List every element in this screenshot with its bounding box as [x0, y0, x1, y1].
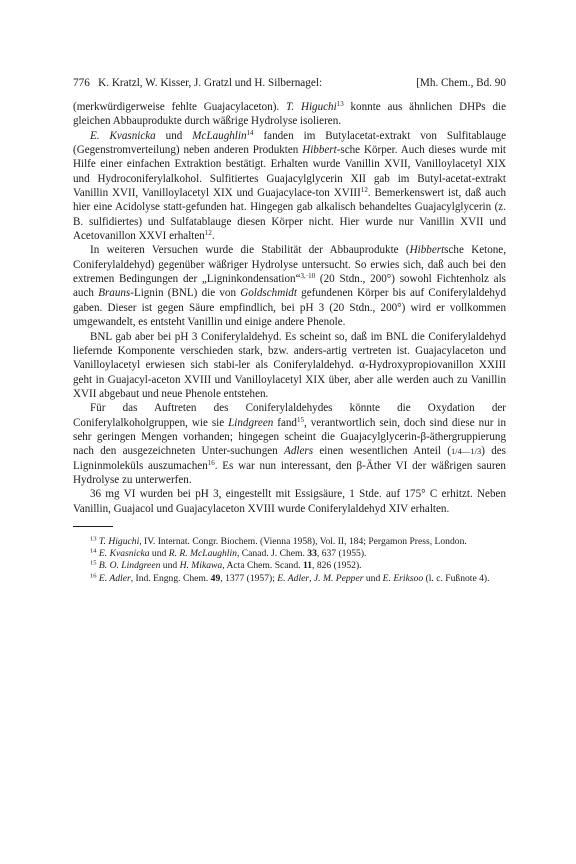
- text-run: -Lignin (BNL) die von: [130, 287, 241, 300]
- header-left: [73, 76, 322, 90]
- text-run: E. Adler: [98, 572, 131, 584]
- text-run: -sche Körper. Auch dieses wurde mit Hilfe einer einfachen Extraktion bestätigt. Erhalten wurde Vanillin XVII, Vanilloylacetyl XIX und Hydroconiferylalkohol. Sulfitiertes Guajacylglycerin XII gab im Butyl-acetat-extrakt Vanillin XVII, Vanilloylacetyl XIX und Guajacylace-ton XVIII: [73, 144, 506, 200]
- text-run: Hibbert: [302, 144, 337, 157]
- text-run: und: [363, 572, 383, 584]
- text-run: 1/4—1/3: [450, 446, 482, 457]
- text-run: ,: [309, 572, 314, 584]
- text-run: B. O. Lindgreen: [98, 560, 161, 572]
- footnote: [73, 548, 506, 560]
- body-paragraph: [73, 129, 506, 244]
- footnote-ref: 12: [360, 186, 368, 195]
- text-run: Brauns: [98, 287, 131, 300]
- text-run: BNL gab aber bei pH 3 Coniferylaldehyd. Es scheint so, daß im BNL die Coniferylaldehyd liefernde Komponente verschieden stark, bzw. anders-artig vertreten ist. Guajacylaceton und Vanilloylacetyl erwiesen sich stabi-ler als Coniferylaldehyd. α-Hydroxypropiovanillon XXIII geht in Guajacyl-aceton XVIII und Vanilloylacetyl XIX über, aber alle werden auch zu Vanillin XVII abgebaut und neue Phenole entstehen.: [73, 330, 506, 400]
- footnote-ref: 13: [90, 535, 97, 543]
- footnote-ref: 14: [90, 547, 97, 555]
- footnote-ref: 12: [204, 229, 212, 238]
- text-run: , Ind. Engng. Chem.: [130, 572, 211, 584]
- footnote: [73, 573, 506, 585]
- text-run: . Es war nun interessant, den β-Äther VI der wäßrigen sauren Hydrolyse zu unterwerfen.: [73, 459, 506, 486]
- footnote-ref: 15: [296, 415, 304, 424]
- text-run: (l. c. Fußnote 4).: [423, 572, 490, 584]
- body-paragraph: [73, 100, 506, 129]
- text-run: 36 mg VI wurden bei pH 3, eingestellt mit Essigsäure, 1 Stde. auf 175° C erhitzt. Neben Vanillin, Guajacol und Guajacylaceton XVIII wurde Coniferylaldehyd XIV erhalten.: [73, 488, 506, 515]
- footnote-ref: 13: [336, 100, 344, 108]
- text-run: 49: [210, 572, 221, 584]
- text-run: (20 Stdn., 200°) sowohl Fichtenholz als auch: [73, 273, 506, 300]
- text-run: und: [149, 548, 169, 560]
- text-run: J. M. Pepper: [313, 572, 364, 584]
- footnote-ref: 3,·10: [300, 272, 316, 281]
- running-header: [73, 76, 506, 90]
- text-run: fanden im Butylacetat-extrakt von Sulfitablauge (Gegenstromverteilung) neben anderen Produkten: [73, 129, 506, 157]
- text-run: E. Adler: [277, 572, 310, 584]
- text-run: E. Kvasnicka: [90, 129, 156, 142]
- text-run: , 826 (1952).: [312, 560, 362, 572]
- footnote: [73, 536, 506, 548]
- text-run: .: [211, 230, 215, 243]
- footnote-ref: 15: [90, 559, 97, 567]
- text-run: und: [155, 129, 193, 142]
- footnotes: [73, 536, 506, 585]
- text-run: konnte aus ähnlichen DHPs die gleichen Abbauprodukte durch wäßrige Hydrolyse isolieren.: [73, 101, 506, 128]
- body-paragraph: [73, 330, 506, 402]
- text-run: gefundenen Körper bis auf Coniferylaldehyd gaben. Dieser ist gegen Säure empfindlich, bei pH 3 (20 Stdn., 200°) wird er vollkommen umgewandelt, es entsteht Vanillin und einige andere Phenole.: [73, 287, 507, 329]
- text-run: , Canad. J. Chem.: [236, 548, 308, 560]
- text-run: In weiteren Versuchen wurde die Stabilität der Abbauprodukte (: [90, 244, 410, 257]
- text-run: , IV. Internat. Congr. Biochem. (Vienna 1958), Vol. II, 184; Pergamon Press, London.: [139, 535, 467, 547]
- text-run: T. Higuchi: [286, 101, 337, 113]
- text-run: Für das Auftreten des Coniferylaldehydes könnte die Oxydation der Coniferylalkoholgruppen, wie sie: [73, 402, 506, 429]
- footnote: [73, 560, 506, 572]
- text-run: 11: [302, 560, 313, 572]
- page-number: 776: [73, 77, 90, 89]
- text-run: , Acta Chem. Scand.: [222, 560, 303, 572]
- text-run: E. Kvasnicka: [98, 548, 150, 560]
- body-text: [73, 100, 506, 516]
- text-run: . Bemerkenswert ist, daß auch hier eine Acidolyse statt-gefunden hat. Hingegen gab alkalisch behandeltes Guajacylglycerin (z. B. sulfidiertes) und Sulfatablauge diesen Körper nicht. Hier wurde nur Vanillin XVII und Acetovanillon XXVI erhalten: [73, 187, 507, 243]
- text-run: , 637 (1955).: [316, 548, 367, 560]
- text-run: , 1377 (1957);: [220, 572, 278, 584]
- header-authors: K. Kratzl, W. Kisser, J. Gratzl und H. Silbernagel:: [98, 77, 323, 89]
- text-run: ) des Ligninmoleküls auszumachen: [73, 445, 507, 472]
- text-run: sche Ketone, Coniferylaldehyd) gegenüber wäßriger Hydrolyse untersucht. So erwies sich, daß auch bei den extremen Bedingungen der „Ligninkondensation“: [73, 244, 507, 286]
- text-run: H. Mikawa: [179, 560, 223, 572]
- text-run: , verantwortlich sein, doch sind diese nur in sehr geringen Mengen vorhanden; hingegen scheint die Guajacylglycerin-β-äthergruppierung nach den ausgezeichneten Unter-suchungen: [73, 416, 506, 458]
- text-run: 33: [307, 548, 317, 560]
- text-run: Lindgreen: [228, 416, 274, 429]
- footnote-ref: 16: [90, 572, 97, 580]
- text-run: fand: [273, 416, 297, 429]
- body-paragraph: [73, 487, 506, 516]
- text-run: R. R. McLaughlin: [168, 548, 237, 560]
- text-run: T. Higuchi: [98, 535, 140, 547]
- body-paragraph: [73, 243, 506, 329]
- footnote-ref: 14: [246, 128, 254, 137]
- text-run: Goldschmidt: [240, 287, 297, 300]
- text-run: McLaughlin: [192, 129, 247, 142]
- text-run: Adlers: [284, 445, 314, 458]
- header-journal: [Mh. Chem., Bd. 90: [416, 77, 506, 89]
- footnote-ref: 16: [207, 458, 215, 467]
- text-run: E. Eriksoo: [382, 572, 424, 584]
- text-run: (merkwürdigerweise fehlte Guajacylaceton).: [73, 101, 286, 113]
- text-run: Hibbert: [409, 244, 445, 257]
- text-run: einen wesentlichen Anteil (: [313, 445, 451, 458]
- text-run: und: [160, 560, 180, 572]
- body-paragraph: [73, 401, 506, 487]
- footnote-rule: [73, 526, 113, 527]
